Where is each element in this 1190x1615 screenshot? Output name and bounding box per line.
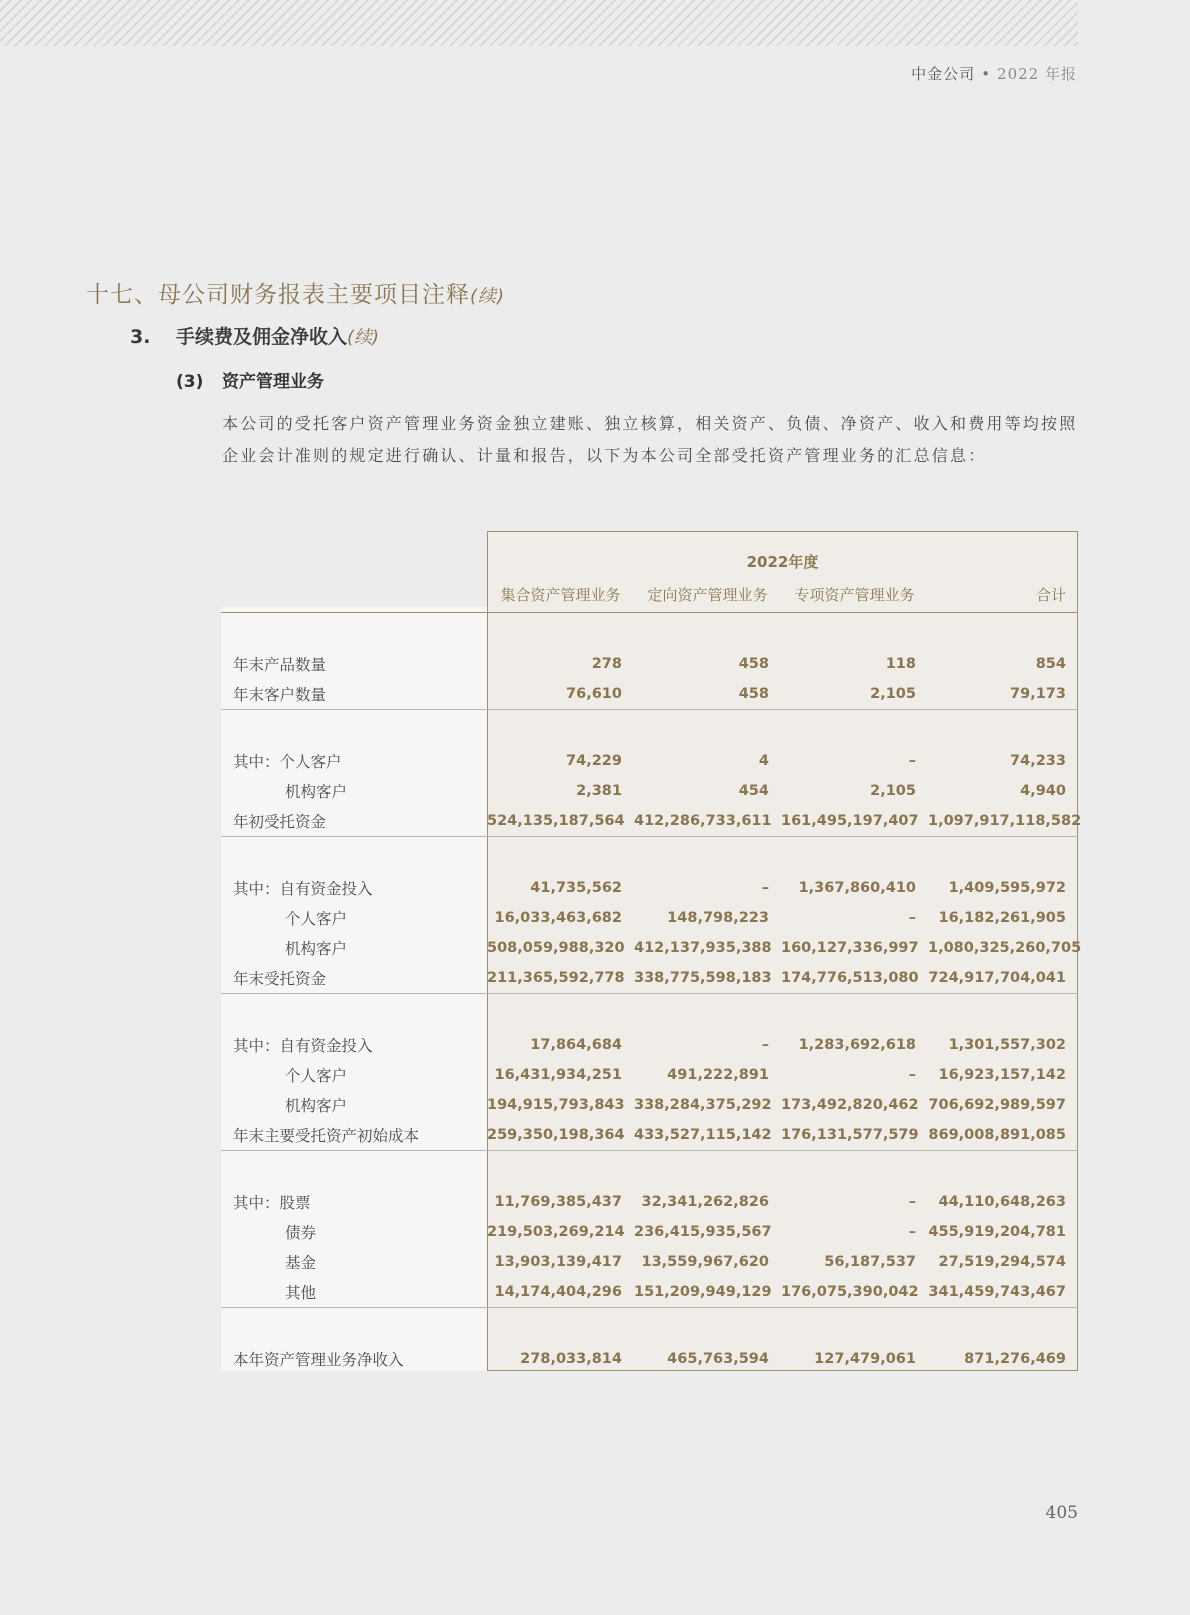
- cell-value: 433,527,115,142: [634, 1127, 772, 1143]
- cell-value: 16,923,157,142: [938, 1067, 1066, 1083]
- cell-value: 74,233: [1010, 753, 1066, 769]
- row-label: 年末主要受托资产初始成本: [233, 1127, 420, 1145]
- cell-value: –: [908, 1224, 916, 1240]
- cell-value: 724,917,704,041: [928, 970, 1066, 986]
- section-continued: (续): [470, 286, 506, 307]
- report-name: 2022 年报: [997, 65, 1077, 83]
- cell-value: 4,940: [1020, 783, 1066, 799]
- row-label: 其他: [285, 1284, 317, 1302]
- cell-value: 176,075,390,042: [781, 1284, 919, 1300]
- subsection-title: 手续费及佣金净收入: [176, 326, 348, 348]
- cell-value: 1,080,325,260,705: [928, 940, 1082, 956]
- row-label: 年末受托资金: [233, 970, 327, 988]
- cell-value: 2,381: [576, 783, 622, 799]
- cell-value: 79,173: [1010, 686, 1066, 702]
- cell-value: –: [908, 753, 916, 769]
- cell-value: 1,301,557,302: [948, 1037, 1066, 1053]
- table-row: [221, 1060, 1078, 1090]
- row-label: 机构客户: [285, 940, 348, 958]
- section-heading: [86, 276, 505, 309]
- cell-value: 1,283,692,618: [798, 1037, 916, 1053]
- company-name: 中金公司: [911, 65, 976, 83]
- table-row: [221, 933, 1078, 963]
- cell-value: 173,492,820,462: [781, 1097, 919, 1113]
- table-row: [221, 649, 1078, 679]
- table-row: [221, 1120, 1078, 1151]
- row-label: 年末客户数量: [233, 686, 327, 704]
- cell-value: 341,459,743,467: [928, 1284, 1066, 1300]
- cell-value: 14,174,404,296: [494, 1284, 622, 1300]
- cell-value: 706,692,989,597: [928, 1097, 1066, 1113]
- cell-value: 412,137,935,388: [634, 940, 772, 956]
- cell-value: –: [908, 1067, 916, 1083]
- subsection-continued: (续): [347, 327, 380, 348]
- cell-value: 17,864,684: [530, 1037, 622, 1053]
- table-row: [221, 1344, 1078, 1374]
- cell-value: –: [908, 910, 916, 926]
- cell-value: 1,097,917,118,582: [928, 813, 1082, 829]
- cell-value: –: [908, 1194, 916, 1210]
- cell-value: 871,276,469: [964, 1351, 1066, 1367]
- cell-value: 338,284,375,292: [634, 1097, 772, 1113]
- cell-value: 76,610: [566, 686, 622, 702]
- cell-value: 458: [738, 686, 769, 702]
- cell-value: 27,519,294,574: [938, 1254, 1066, 1270]
- cell-value: 16,431,934,251: [494, 1067, 622, 1083]
- subsubsection-number: (3): [176, 372, 204, 392]
- cell-value: 454: [738, 783, 769, 799]
- table-row: [221, 873, 1078, 903]
- cell-value: 259,350,198,364: [487, 1127, 625, 1143]
- row-label: 债券: [285, 1224, 317, 1242]
- cell-value: 219,503,269,214: [487, 1224, 625, 1240]
- cell-value: 1,367,860,410: [798, 880, 916, 896]
- cell-value: 869,008,891,085: [928, 1127, 1066, 1143]
- cell-value: 194,915,793,843: [487, 1097, 625, 1113]
- table-row: [221, 1030, 1078, 1060]
- bullet-dot-icon: •: [981, 65, 992, 83]
- cell-value: 236,415,935,567: [634, 1224, 772, 1240]
- row-label: 个人客户: [285, 910, 348, 928]
- cell-value: 148,798,223: [667, 910, 769, 926]
- subsubsection-heading: [176, 367, 324, 392]
- intro-paragraph: 本公司的受托客户资产管理业务资金独立建账、独立核算，相关资产、负债、净资产、收入和费用等均按照企业会计准则的规定进行确认、计量和报告，以下为本公司全部受托资产管理业务的汇总信息：: [222, 414, 1078, 465]
- cell-value: 151,209,949,129: [634, 1284, 772, 1300]
- cell-value: 13,559,967,620: [641, 1254, 769, 1270]
- cell-value: 118: [885, 656, 916, 672]
- header-hatch-band: [0, 0, 1078, 46]
- cell-value: 160,127,336,997: [781, 940, 919, 956]
- row-label: 其中：个人客户: [233, 753, 342, 771]
- subsection-number: 3.: [130, 326, 151, 348]
- summary-table: [221, 531, 1082, 1374]
- cell-value: 174,776,513,080: [781, 970, 919, 986]
- column-header: 合计: [1035, 585, 1066, 604]
- page-number: 405: [1045, 1503, 1078, 1523]
- row-label: 年初受托资金: [233, 813, 327, 831]
- cell-value: –: [761, 1037, 769, 1053]
- cell-value: 455,919,204,781: [928, 1224, 1066, 1240]
- table-row: [221, 1217, 1078, 1247]
- cell-value: 74,229: [566, 753, 622, 769]
- row-label: 机构客户: [285, 783, 348, 801]
- row-label: 年末产品数量: [233, 656, 327, 674]
- row-label: 机构客户: [285, 1097, 348, 1115]
- table-row: [221, 776, 1078, 806]
- table-row: [221, 1187, 1078, 1217]
- cell-value: 127,479,061: [814, 1351, 916, 1367]
- row-label: 其中：自有资金投入: [233, 1037, 373, 1055]
- cell-value: 44,110,648,263: [938, 1194, 1066, 1210]
- row-label: 基金: [285, 1254, 317, 1272]
- cell-value: 278: [591, 656, 622, 672]
- cell-value: 412,286,733,611: [634, 813, 772, 829]
- cell-value: –: [761, 880, 769, 896]
- cell-value: 32,341,262,826: [641, 1194, 769, 1210]
- cell-value: 16,033,463,682: [494, 910, 622, 926]
- year-header: 2022年度: [746, 553, 819, 571]
- cell-value: 524,135,187,564: [487, 813, 625, 829]
- section-title: 十七、母公司财务报表主要项目注释: [86, 282, 470, 308]
- subsection-heading: [130, 322, 379, 349]
- cell-value: 465,763,594: [667, 1351, 769, 1367]
- cell-value: 16,182,261,905: [938, 910, 1066, 926]
- cell-value: 13,903,139,417: [494, 1254, 622, 1270]
- row-label: 其中：股票: [233, 1194, 311, 1212]
- table-row: [221, 806, 1078, 837]
- table-row: [221, 1090, 1078, 1120]
- table-row: [221, 746, 1078, 776]
- cell-value: 508,059,988,320: [487, 940, 625, 956]
- cell-value: 2,105: [870, 783, 916, 799]
- column-header: 专项资产管理业务: [794, 585, 915, 604]
- cell-value: 854: [1035, 656, 1066, 672]
- cell-value: 4: [758, 753, 769, 769]
- cell-value: 338,775,598,183: [634, 970, 772, 986]
- table-row: [221, 1277, 1078, 1308]
- cell-value: 278,033,814: [520, 1351, 622, 1367]
- column-header: 定向资产管理业务: [647, 585, 768, 604]
- cell-value: 1,409,595,972: [948, 880, 1066, 896]
- table-row: [221, 903, 1078, 933]
- row-label: 本年资产管理业务净收入: [233, 1351, 404, 1369]
- column-header: 集合资产管理业务: [500, 585, 621, 604]
- table-row: [221, 963, 1078, 994]
- row-label: 其中：自有资金投入: [233, 880, 373, 898]
- cell-value: 56,187,537: [824, 1254, 916, 1270]
- cell-value: 161,495,197,407: [781, 813, 919, 829]
- table-row: [221, 679, 1078, 710]
- running-header: [911, 63, 1077, 84]
- cell-value: 458: [738, 656, 769, 672]
- cell-value: 211,365,592,778: [487, 970, 625, 986]
- table-row: [221, 1247, 1078, 1277]
- row-label: 个人客户: [285, 1067, 348, 1085]
- cell-value: 491,222,891: [667, 1067, 769, 1083]
- cell-value: 176,131,577,579: [781, 1127, 919, 1143]
- cell-value: 11,769,385,437: [494, 1194, 622, 1210]
- subsubsection-title: 资产管理业务: [222, 372, 324, 392]
- asset-management-table: [221, 531, 1082, 1374]
- cell-value: 41,735,562: [530, 880, 622, 896]
- cell-value: 2,105: [870, 686, 916, 702]
